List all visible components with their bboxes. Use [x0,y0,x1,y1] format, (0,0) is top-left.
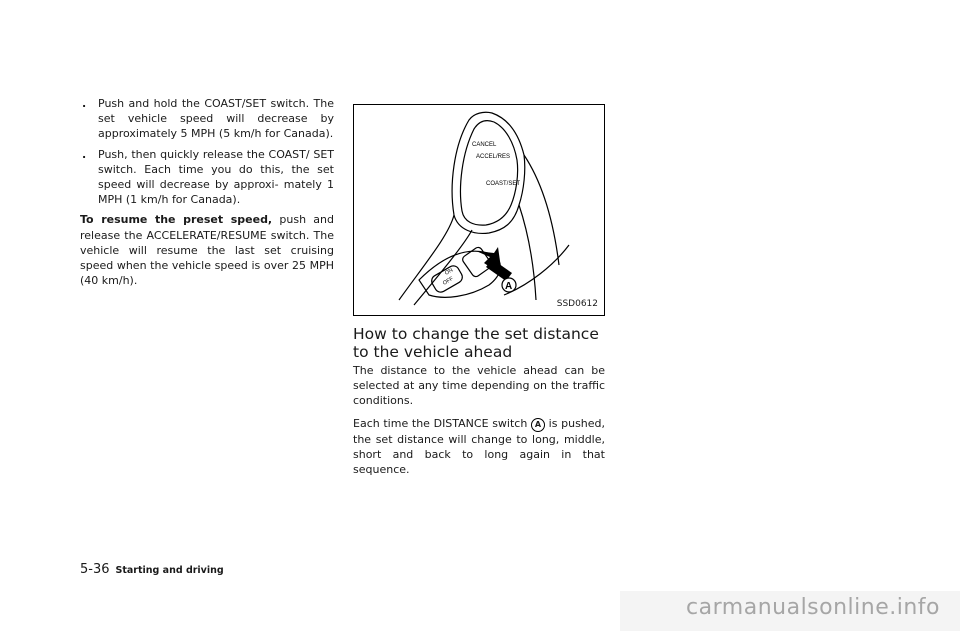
coast-label: COAST/SET [486,181,521,187]
accel-label: ACCEL/RES [476,154,511,160]
resume-bold-lead: To resume the preset speed, [80,213,273,227]
cancel-label: CANCEL [472,142,497,148]
resume-text: push and release the ACCELERATE/RESUME switch. The vehicle will resume the last set cruising speed when the vehicle speed is over 25 MPH (40 km/h). [80,213,334,288]
on-label: ON [444,267,455,277]
bullet-icon: . [82,147,87,161]
watermark [620,591,960,631]
off-label: OFF [442,276,455,287]
page-footer [80,562,224,577]
bullet-item: . Push, then quickly release the COAST/ SET switch. Each time you do this, the set speed will decrease by approxi- mately 1 MPH (1 km/h for Canada). [82,147,334,207]
callout-a-icon: A [531,418,545,432]
right-column [353,363,605,484]
distance-paragraph-2: Each time the DISTANCE switch A is pushed, the set distance will change to long, middle, short and back to long again in that sequence. [353,416,606,477]
left-column [80,96,334,288]
bullet-item: . Push and hold the COAST/SET switch. The set vehicle speed will decrease by approximately 5 MPH (5 km/h for Canada). [82,97,334,141]
steering-wheel-illustration [354,105,606,317]
steering-switch-figure [353,104,605,316]
resume-paragraph [80,212,334,288]
bullet-icon: . [82,97,87,110]
page-number: 5-36 [80,562,110,577]
figure-code: SSD0612 [556,299,598,309]
section-heading: How to change the set distance to the vehicle ahead [353,325,599,361]
distance-paragraph-1: The distance to the vehicle ahead can be selected at any time depending on the traffic conditions. [353,364,605,408]
section-name: Starting and driving [115,565,224,576]
watermark-text: carmanualsonline.info [686,595,940,620]
callout-label: A [505,281,513,292]
